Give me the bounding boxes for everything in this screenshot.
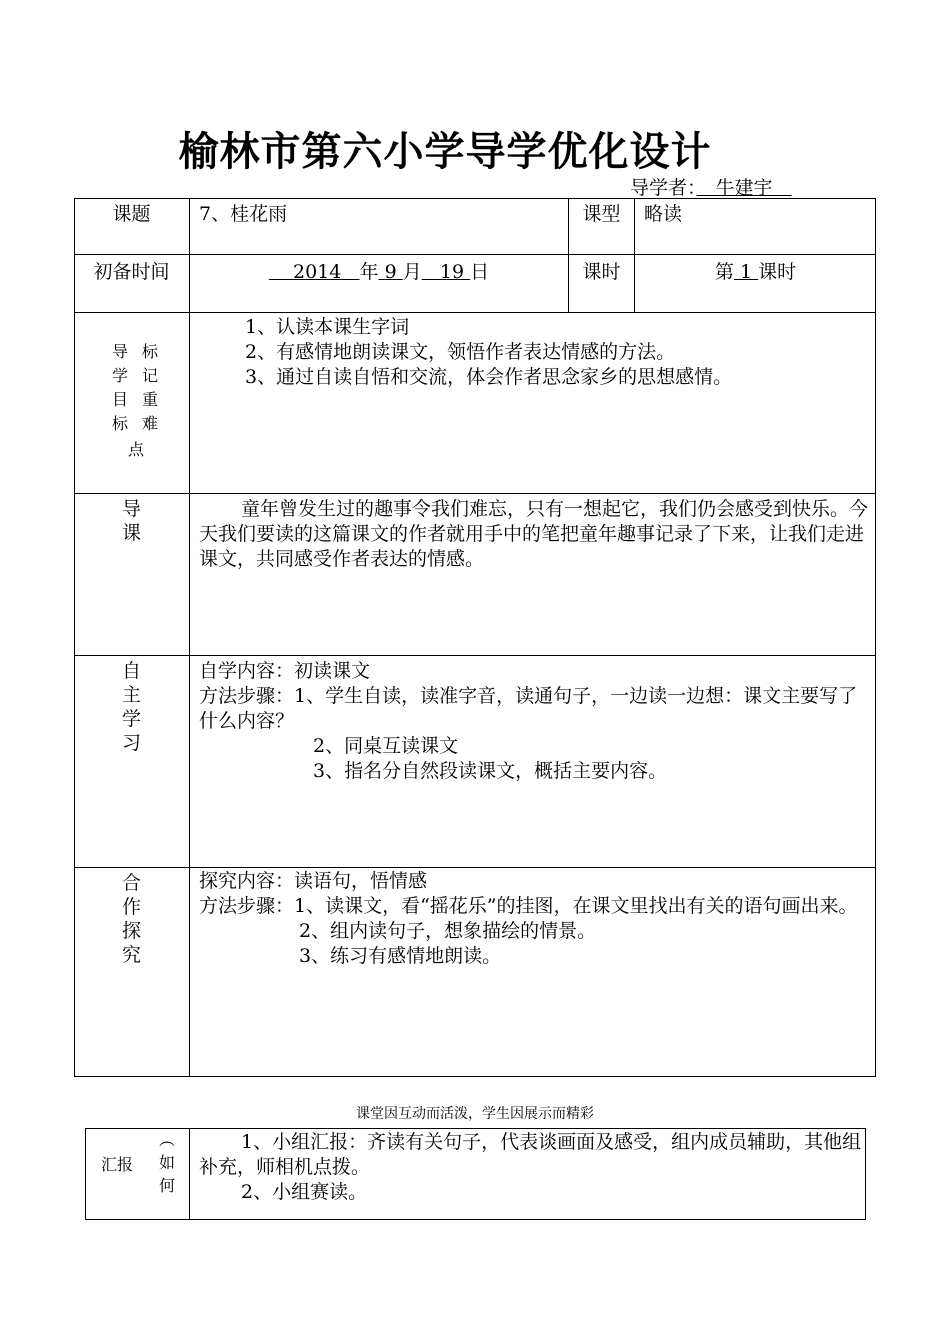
report-content [199,1130,863,1205]
coop-topic: 探究内容：读语句，悟情感 [199,870,428,892]
report-label: 汇报 [100,1155,133,1174]
period-number: 1 [739,261,753,283]
coop-step: 方法步骤：1、读课文，看“摇花乐”的挂图，在课文里找出有关的语句画出来。 [199,895,858,917]
page-title: 榆林市第六小学导学优化设计 [178,129,712,175]
report-item: 2、小组赛读。 [241,1181,368,1203]
period-label: 课时 [582,261,621,283]
report-item: 1、小组汇报：齐读有关句子，代表谈画面及感受，组内成员辅助，其他组补充，师相机点拨。 [199,1131,862,1178]
coop-label: 合 作 探 究 [121,872,141,966]
footer-motto: 课堂因互动而活泼，学生因展示而精彩 [356,1106,594,1122]
prep-time-label: 初备时间 [93,261,170,283]
goals-label-col2: 标 记 重 难 [141,342,158,433]
coop-step: 3、练习有感情地朗读。 [299,945,502,967]
period-value: 第 1 课时 [714,261,797,283]
prep-year: 2014 [293,261,342,283]
coop-content [199,869,870,969]
self-study-step: 方法步骤：1、学生自读，读准字音，读通句子，一边读一边想：课文主要写了什么内容？ [199,685,858,732]
self-study-step: 3、指名分自然段读课文，概括主要内容。 [313,760,668,782]
prep-date: 2014 年 9 月 19 日 [293,261,490,283]
guide-prefix: 导学者： [630,177,697,199]
prep-day: 19 [439,261,465,283]
topic-value: 7、桂花雨 [199,203,288,225]
self-study-topic: 自学内容：初读课文 [199,660,371,682]
prep-month: 9 [384,261,397,283]
self-study-step: 2、同桌互读课文 [313,735,459,757]
lesson-type-label: 课型 [582,203,621,225]
intro-label: 导 课 [121,498,141,544]
goal-item: 1、认读本课生字词 [245,316,410,338]
guide-name: 牛建宇 [696,177,773,199]
report-label-how: ︵ 如 何 [158,1130,175,1195]
topic-label: 课题 [112,203,151,225]
goals-label-point: 点 [127,440,144,459]
coop-step: 2、组内读句子，想象描绘的情景。 [299,920,597,942]
goal-item: 3、通过自读自悟和交流，体会作者思念家乡的思想感情。 [245,366,733,388]
lesson-type-value: 略读 [644,203,683,225]
goal-item: 2、有感情地朗读课文，领悟作者表达情感的方法。 [245,341,676,363]
goals-label-col1: 导 学 目 标 [111,342,128,433]
goals-list [245,315,870,390]
intro-text: 童年曾发生过的趣事令我们难忘，只有一想起它，我们仍会感受到快乐。今天我们要读的这篇课文的作者就用手中的笔把童年趣事记录了下来，让我们走进课文，共同感受作者表达的情感。 [199,498,869,570]
self-study-content [199,659,870,784]
self-study-label: 自 主 学 习 [121,660,141,754]
guide-teacher [630,173,792,200]
